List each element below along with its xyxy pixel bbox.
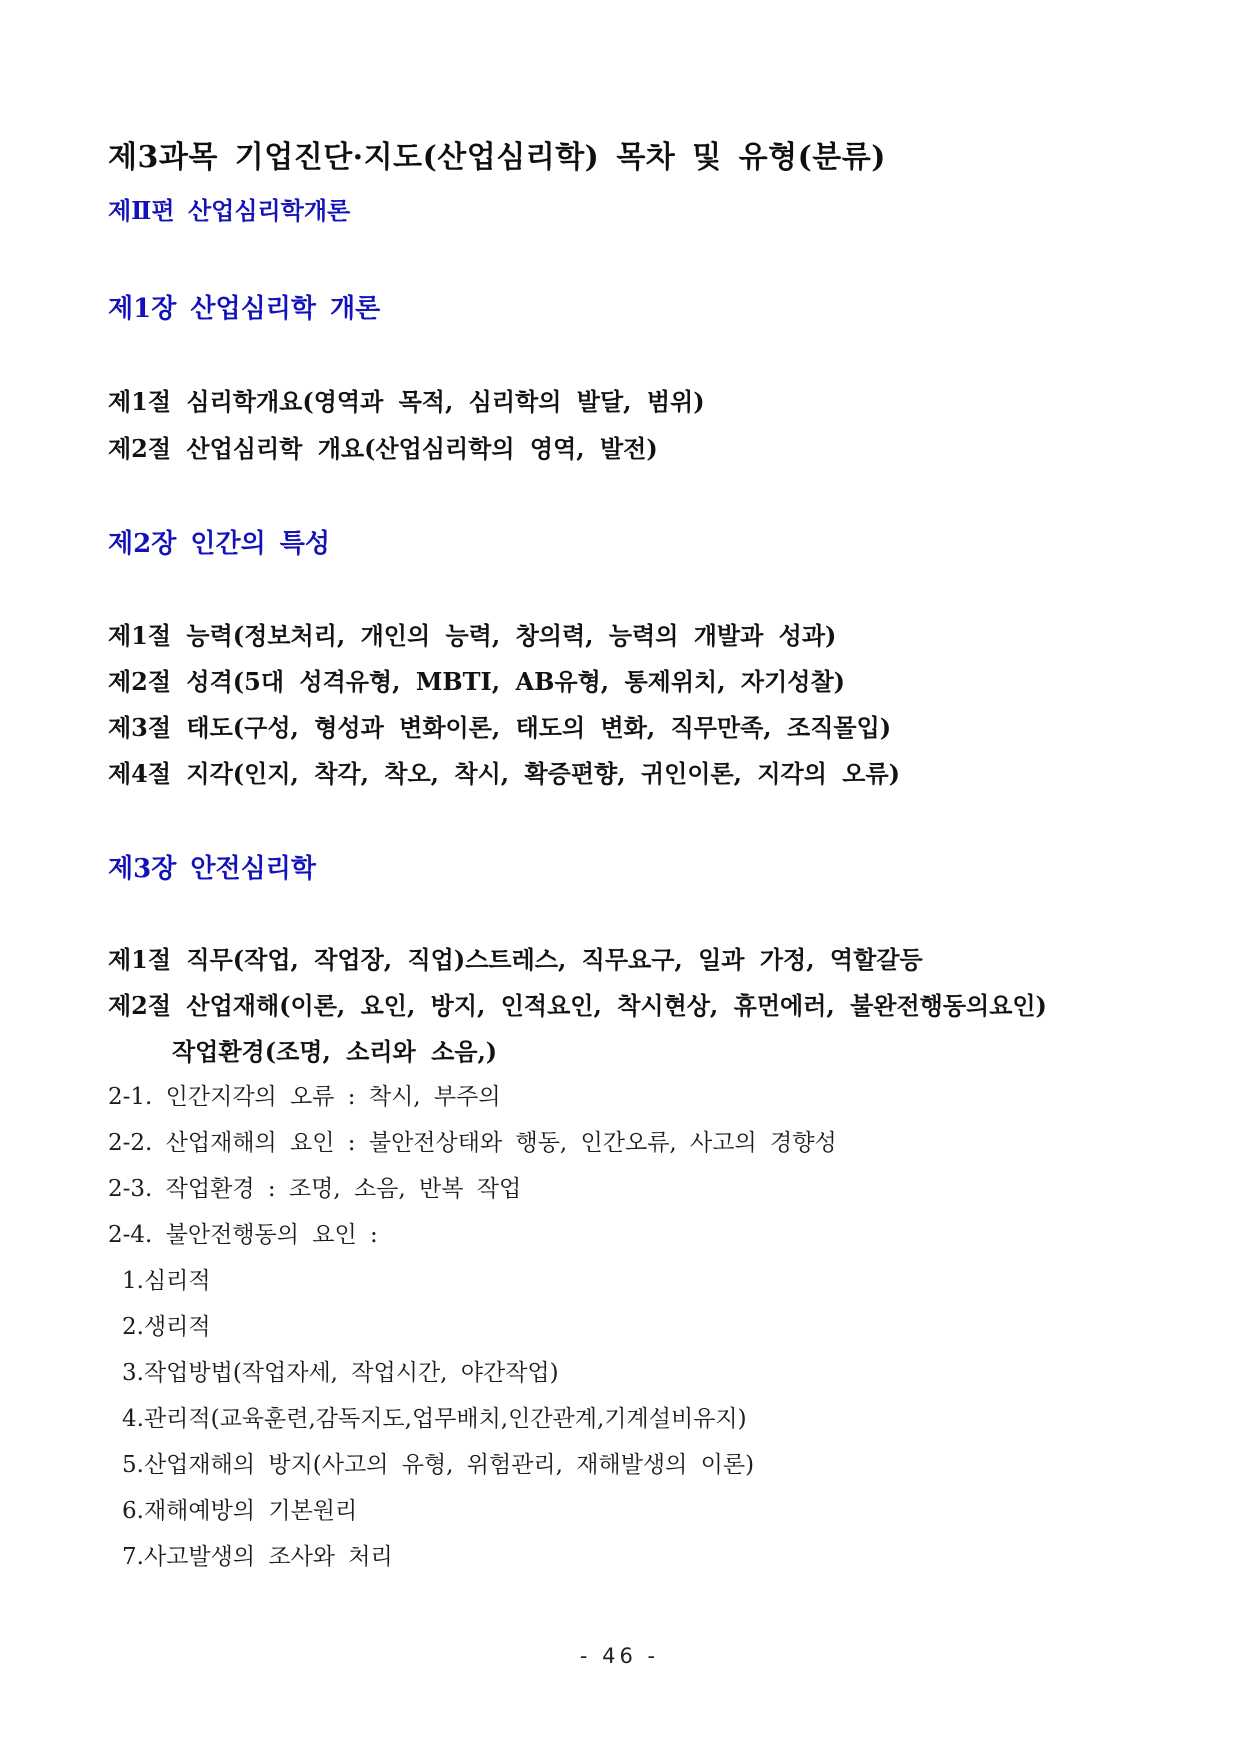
page-title: 제3과목 기업진단·지도(산업심리학) 목차 및 유형(분류) [108,140,886,175]
section-continuation-line: 작업환경(조명, 소리와 소음,) [172,1037,498,1066]
section-line: 제1절 능력(정보처리, 개인의 능력, 창의력, 능력의 개발과 성과) [108,621,837,650]
subsection-line: 2-4. 불안전행동의 요인 : [108,1222,378,1248]
page-number: - 46 - [579,1644,660,1668]
section-line: 제2절 성격(5대 성격유형, MBTI, AB유형, 통제위치, 자기성찰) [108,667,846,696]
list-item-line: 5.산업재해의 방지(사고의 유형, 위험관리, 재해발생의 이론) [122,1452,755,1478]
list-item-line: 4.관리적(교육훈련,감독지도,업무배치,인간관계,기계설비유지) [122,1406,747,1432]
part-heading: 제Ⅱ편 산업심리학개론 [108,196,351,225]
section-line: 제3절 태도(구성, 형성과 변화이론, 태도의 변화, 직무만족, 조직몰입) [108,713,892,742]
chapter-heading-3: 제3장 안전심리학 [108,854,316,884]
list-item-line: 2.생리적 [122,1314,211,1340]
list-item-line: 6.재해예방의 기본원리 [122,1498,358,1524]
list-item-line: 7.사고발생의 조사와 처리 [122,1544,393,1570]
section-line: 제2절 산업심리학 개요(산업심리학의 영역, 발전) [108,434,658,463]
section-line: 제1절 심리학개요(영역과 목적, 심리학의 발달, 범위) [108,387,705,416]
chapter-heading-2: 제2장 인간의 특성 [108,529,331,559]
list-item-line: 1.심리적 [122,1268,211,1294]
section-line: 제4절 지각(인지, 착각, 착오, 착시, 확증편향, 귀인이론, 지각의 오류) [108,759,900,788]
subsection-line: 2-2. 산업재해의 요인 : 불안전상태와 행동, 인간오류, 사고의 경향성 [108,1130,837,1156]
subsection-line: 2-3. 작업환경 : 조명, 소음, 반복 작업 [108,1176,522,1202]
chapter-heading-1: 제1장 산업심리학 개론 [108,294,381,324]
section-line: 제1절 직무(작업, 작업장, 직업)스트레스, 직무요구, 일과 가정, 역할갈등 [108,945,923,974]
section-line: 제2절 산업재해(이론, 요인, 방지, 인적요인, 착시현상, 휴먼에러, 불완전행동의요인) [108,991,1047,1020]
subsection-line: 2-1. 인간지각의 오류 : 착시, 부주의 [108,1084,501,1110]
list-item-line: 3.작업방법(작업자세, 작업시간, 야간작업) [122,1360,559,1386]
